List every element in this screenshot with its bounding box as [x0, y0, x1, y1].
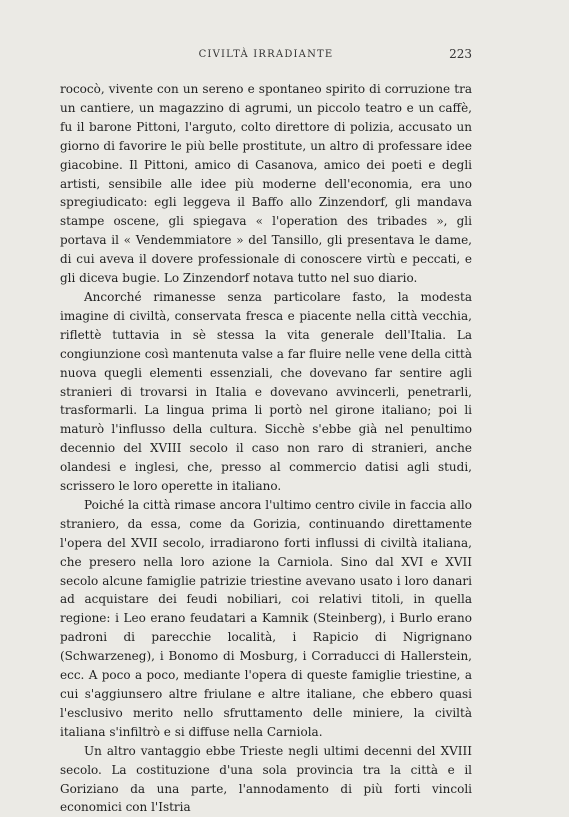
- running-title: CIVILTÀ IRRADIANTE: [198, 49, 334, 60]
- body-text: [60, 80, 472, 817]
- page-number: 223: [449, 47, 472, 61]
- paragraph-2: Ancorché rimanesse senza particolare fasto, la modesta imagine di civiltà, conservata fresca e piacente nella città vecchia, riflettè tuttavia in sè stessa la vita generale dell'Italia. La congiunzione così mantenuta valse a far fluire nelle vene della città nuova quegli elementi essenziali, che dovevano far sentire agli stranieri di trovarsi in Italia e dovevano avvincerli, penetrarli, trasformarli. La lingua prima li portò nel girone italiano; poi li maturò l'influsso della cultura. Sicchè s'ebbe già nel penultimo decennio del XVIII secolo il caso non raro di stranieri, anche olandesi e inglesi, che, presso al commercio datisi agli studi, scrissero le loro operette in italiano.: [60, 289, 472, 494]
- page-header: [60, 47, 472, 65]
- paragraph-3: Poiché la città rimase ancora l'ultimo centro civile in faccia allo straniero, da essa, come da Gorizia, continuando direttamente l'opera del XVII secolo, irradiarono forti influssi di civiltà italiana, che presero nella loro azione la Carniola. Sino dal XVI e XVII secolo alcune famiglie patrizie triestine avevano usato i loro danari ad acquistare dei feudi nobiliari, coi relativi titoli, in quella regione: i Leo erano feudatari a Kamnik (Steinberg), i Burlo erano padroni di parecchie località, i Rapicio di Nigrignano (Schwarzeneg), i Bonomo di Mosburg, i Corraducci di Hallerstein, ecc. A poco a poco, mediante l'opera di queste famiglie triestine, a cui s'aggiunsero altre friulane e altre italiane, che ebbero quasi l'esclusivo merito nello sfruttamento delle miniere, la civiltà italiana s'infiltrò e si diffuse nella Carniola.: [60, 497, 472, 739]
- paragraph-4: Un altro vantaggio ebbe Trieste negli ultimi decenni del XVIII secolo. La costituzione d'una sola provincia tra la città e il Goriziano da una parte, l'annodamento di più forti vincoli economici con l'Istria: [60, 743, 472, 815]
- paragraph-1: rococò, vivente con un sereno e spontaneo spirito di corruzione tra un cantiere, un magazzino di agrumi, un piccolo teatro e un caffè, fu il barone Pittoni, l'arguto, colto direttore di polizia, accusato un giorno di favorire le più belle prostitute, un altro di professare idee giacobine. Il Pittoni, amico di Casanova, amico dei poeti e degli artisti, sensibile alle idee più moderne dell'economia, era uno spregiudicato: egli leggeva il Baffo allo Zinzendorf, gli mandava stampe oscene, gli spiegava « l'operation des tribades », gli portava il « Vendemmiatore » del Tansillo, gli presentava le dame, di cui aveva il dovere professionale di conoscere virtù e peccati, e gli diceva bugie. Lo Zinzendorf notava tutto nel suo diario.: [60, 82, 472, 286]
